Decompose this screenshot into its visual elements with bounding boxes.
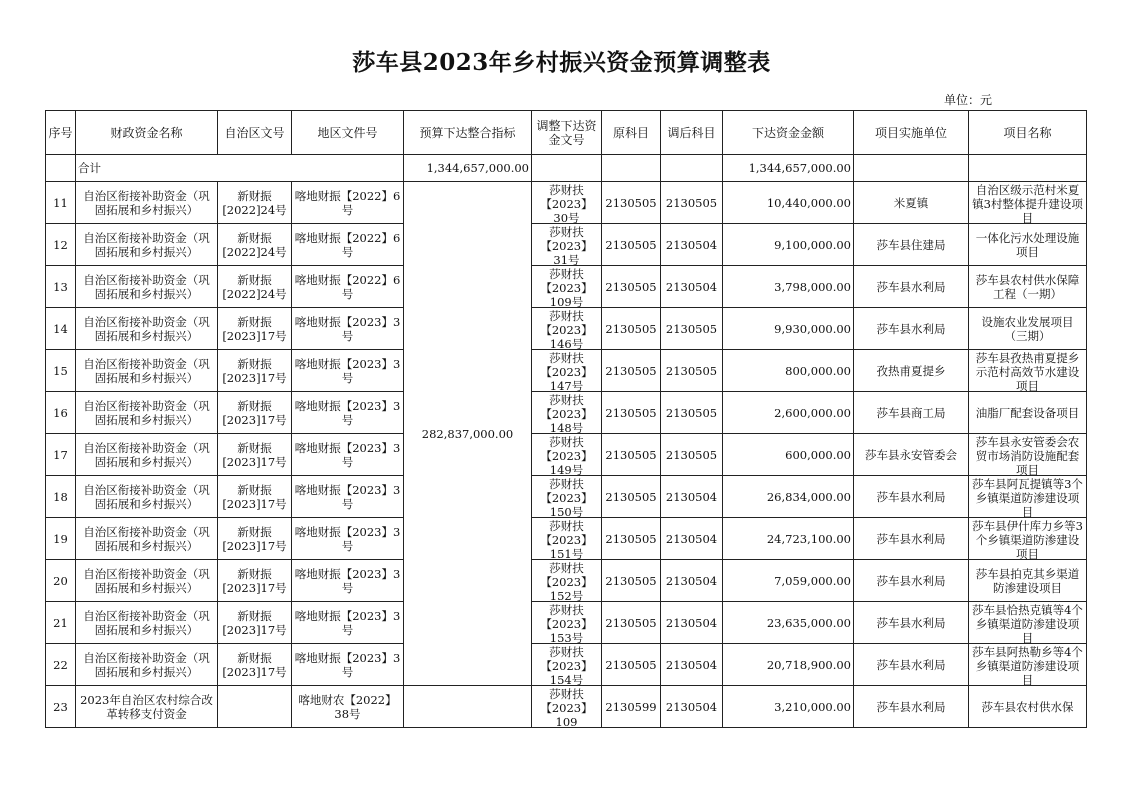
area-doc-number-text: 喀地财振【2023】3号 <box>294 608 401 637</box>
unit-label: 单位：元 <box>944 93 993 107</box>
adjusted-account <box>661 182 723 224</box>
area-doc-number-text: 喀地财振【2023】3号 <box>294 356 401 385</box>
table-row <box>46 182 1087 224</box>
table-row <box>46 686 1087 728</box>
header-cell: 调整下达资金文号 <box>532 111 602 155</box>
row-number-text: 20 <box>53 573 68 588</box>
region-doc-number <box>218 476 292 518</box>
row-number <box>46 434 76 476</box>
original-account <box>602 350 661 392</box>
project-name-text: 自治区级示范村米夏镇3村整体提升建设项目 <box>972 182 1083 223</box>
adjust-doc-number-text: 莎财扶【2023】109号 <box>540 266 593 307</box>
area-doc-number-text: 喀地财振【2023】3号 <box>294 314 401 343</box>
table-row <box>46 350 1087 392</box>
area-doc-number <box>292 560 404 602</box>
area-doc-number <box>292 224 404 266</box>
original-account <box>602 686 661 728</box>
implementing-unit <box>854 266 969 308</box>
allocated-amount-text: 9,930,000.00 <box>774 321 851 336</box>
header-cell: 调后科目 <box>661 111 723 155</box>
allocated-amount <box>723 308 854 350</box>
allocated-amount-text: 7,059,000.00 <box>774 573 851 588</box>
fund-name-text: 自治区衔接补助资金（巩固拓展和乡村振兴） <box>83 482 210 511</box>
header-cell: 地区文件号 <box>292 111 404 155</box>
original-account-text: 2130505 <box>605 657 657 672</box>
adjust-doc-number <box>532 266 602 308</box>
table-row <box>46 224 1087 266</box>
row-number <box>46 266 76 308</box>
area-doc-number-text: 喀地财振【2023】3号 <box>294 524 401 553</box>
row-number-text: 14 <box>53 321 68 336</box>
original-account-text: 2130505 <box>605 489 657 504</box>
original-account <box>602 182 661 224</box>
project-name <box>969 350 1087 392</box>
row-number-text: 12 <box>53 237 68 252</box>
original-account <box>602 434 661 476</box>
allocated-amount <box>723 476 854 518</box>
allocated-amount-text: 3,798,000.00 <box>774 279 851 294</box>
original-account <box>602 518 661 560</box>
row-number <box>46 644 76 686</box>
fund-name <box>76 434 218 476</box>
total-budget: 1,344,657,000.00 <box>404 155 532 182</box>
area-doc-number-text: 喀地财振【2023】3号 <box>294 398 401 427</box>
original-account-text: 2130505 <box>605 363 657 378</box>
fund-name <box>76 182 218 224</box>
area-doc-number-text: 喀地财振【2023】3号 <box>294 440 401 469</box>
adjust-doc-number-text: 莎财扶【2023】153号 <box>540 602 593 643</box>
project-name <box>969 476 1087 518</box>
adjusted-account <box>661 224 723 266</box>
area-doc-number-text: 喀地财振【2022】6号 <box>294 272 401 301</box>
table-row <box>46 308 1087 350</box>
fund-name-text: 自治区衔接补助资金（巩固拓展和乡村振兴） <box>83 188 210 217</box>
original-account <box>602 266 661 308</box>
adjusted-account-text: 2130505 <box>665 405 718 420</box>
adjust-doc-number <box>532 602 602 644</box>
implementing-unit-text: 莎车县住建局 <box>876 237 946 252</box>
adjust-doc-number-text: 莎财扶【2023】31号 <box>540 224 593 265</box>
row-number <box>46 224 76 266</box>
allocated-amount <box>723 686 854 728</box>
empty-cell <box>404 686 532 728</box>
row-number-text: 23 <box>53 699 68 714</box>
adjust-doc-number-text: 莎财扶【2023】148号 <box>540 392 593 433</box>
implementing-unit <box>854 602 969 644</box>
fund-name <box>76 686 218 728</box>
implementing-unit-text: 莎车县水利局 <box>876 489 946 504</box>
original-account <box>602 476 661 518</box>
original-account-text: 2130599 <box>605 699 657 714</box>
project-name <box>969 392 1087 434</box>
project-name <box>969 434 1087 476</box>
original-account-text: 2130505 <box>605 405 657 420</box>
area-doc-number <box>292 350 404 392</box>
region-doc-number <box>218 182 292 224</box>
adjust-doc-number-text: 莎财扶【2023】146号 <box>540 308 593 349</box>
allocated-amount <box>723 224 854 266</box>
row-number-text: 13 <box>53 279 68 294</box>
adjusted-account <box>661 602 723 644</box>
row-number <box>46 686 76 728</box>
implementing-unit <box>854 182 969 224</box>
fund-name-text: 自治区衔接补助资金（巩固拓展和乡村振兴） <box>83 356 210 385</box>
allocated-amount-text: 10,440,000.00 <box>766 195 851 210</box>
region-doc-number <box>218 224 292 266</box>
implementing-unit-text: 莎车县水利局 <box>876 279 946 294</box>
adjusted-account-text: 2130504 <box>665 573 718 588</box>
implementing-unit <box>854 224 969 266</box>
original-account-text: 2130505 <box>605 195 657 210</box>
row-number <box>46 182 76 224</box>
original-account <box>602 602 661 644</box>
row-number <box>46 308 76 350</box>
allocated-amount <box>723 644 854 686</box>
adjusted-account <box>661 518 723 560</box>
allocated-amount-text: 2,600,000.00 <box>774 405 851 420</box>
header-row <box>46 111 1087 155</box>
implementing-unit-text: 莎车县水利局 <box>876 699 946 714</box>
project-name-text: 莎车县阿热勒乡等4个乡镇渠道防渗建设项目 <box>972 644 1083 685</box>
allocated-amount-text: 23,635,000.00 <box>766 615 851 630</box>
adjust-doc-number-text: 莎财扶【2023】150号 <box>540 476 593 517</box>
allocated-amount-text: 24,723,100.00 <box>766 531 851 546</box>
area-doc-number <box>292 308 404 350</box>
row-number <box>46 392 76 434</box>
original-account <box>602 560 661 602</box>
original-account-text: 2130505 <box>605 531 657 546</box>
adjust-doc-number <box>532 224 602 266</box>
adjust-doc-number <box>532 686 602 728</box>
region-doc-number <box>218 602 292 644</box>
allocated-amount <box>723 266 854 308</box>
region-doc-number <box>218 518 292 560</box>
row-number-text: 15 <box>53 363 68 378</box>
adjusted-account <box>661 266 723 308</box>
original-account-text: 2130505 <box>605 279 657 294</box>
fund-name <box>76 602 218 644</box>
row-number-text: 21 <box>53 615 68 630</box>
header-cell: 下达资金金额 <box>723 111 854 155</box>
region-doc-number <box>218 308 292 350</box>
implementing-unit-text: 孜热甫夏提乡 <box>876 363 946 378</box>
fund-name-text: 自治区衔接补助资金（巩固拓展和乡村振兴） <box>83 314 210 343</box>
row-number <box>46 602 76 644</box>
original-account-text: 2130505 <box>605 237 657 252</box>
original-account-text: 2130505 <box>605 321 657 336</box>
allocated-amount-text: 800,000.00 <box>785 363 851 378</box>
project-name <box>969 182 1087 224</box>
project-name-text: 莎车县孜热甫夏提乡示范村高效节水建设项目 <box>975 350 1080 391</box>
adjusted-account-text: 2130504 <box>665 615 718 630</box>
fund-name <box>76 476 218 518</box>
implementing-unit-text: 莎车县水利局 <box>876 615 946 630</box>
adjusted-account-text: 2130505 <box>665 321 718 336</box>
region-doc-number-text: 新财振[2023]17号 <box>222 314 287 343</box>
region-doc-number-text: 新财振[2022]24号 <box>222 230 287 259</box>
row-number-text: 17 <box>53 447 68 462</box>
area-doc-number <box>292 266 404 308</box>
adjust-doc-number <box>532 392 602 434</box>
adjust-doc-number <box>532 308 602 350</box>
fund-name <box>76 392 218 434</box>
adjust-doc-number-text: 莎财扶【2023】151号 <box>540 518 593 559</box>
adjust-doc-number-text: 莎财扶【2023】152号 <box>540 560 593 601</box>
row-number-text: 11 <box>53 195 68 210</box>
adjusted-account <box>661 644 723 686</box>
fund-name-text: 自治区衔接补助资金（巩固拓展和乡村振兴） <box>83 272 210 301</box>
implementing-unit-text: 米夏镇 <box>893 195 929 210</box>
allocated-amount <box>723 350 854 392</box>
project-name-text: 莎车县阿瓦提镇等3个乡镇渠道防渗建设项目 <box>972 476 1083 517</box>
header-cell: 项目实施单位 <box>854 111 969 155</box>
adjusted-account-text: 2130504 <box>665 699 718 714</box>
fund-name <box>76 266 218 308</box>
implementing-unit <box>854 560 969 602</box>
region-doc-number-text: 新财振[2023]17号 <box>222 650 287 679</box>
implementing-unit-text: 莎车县水利局 <box>876 657 946 672</box>
adjusted-account-text: 2130504 <box>665 531 718 546</box>
adjusted-account <box>661 308 723 350</box>
area-doc-number <box>292 602 404 644</box>
area-doc-number-text: 喀地财振【2023】3号 <box>294 650 401 679</box>
budget-table <box>45 110 1087 728</box>
area-doc-number <box>292 392 404 434</box>
project-name <box>969 644 1087 686</box>
table-row <box>46 644 1087 686</box>
project-name <box>969 518 1087 560</box>
region-doc-number <box>218 434 292 476</box>
adjusted-account-text: 2130505 <box>665 195 718 210</box>
adjust-doc-number <box>532 434 602 476</box>
area-doc-number <box>292 686 404 728</box>
row-number <box>46 350 76 392</box>
area-doc-number <box>292 476 404 518</box>
allocated-amount-text: 600,000.00 <box>785 447 851 462</box>
table-row <box>46 602 1087 644</box>
implementing-unit <box>854 518 969 560</box>
original-account <box>602 392 661 434</box>
fund-name-text: 自治区衔接补助资金（巩固拓展和乡村振兴） <box>83 608 210 637</box>
fund-name-text: 自治区衔接补助资金（巩固拓展和乡村振兴） <box>83 230 210 259</box>
project-name-text: 莎车县恰热克镇等4个乡镇渠道防渗建设项目 <box>972 602 1083 643</box>
original-account <box>602 224 661 266</box>
adjusted-account <box>661 560 723 602</box>
fund-name <box>76 224 218 266</box>
table-row <box>46 266 1087 308</box>
allocated-amount-text: 26,834,000.00 <box>766 489 851 504</box>
region-doc-number <box>218 644 292 686</box>
allocated-amount <box>723 602 854 644</box>
fund-name-text: 自治区衔接补助资金（巩固拓展和乡村振兴） <box>83 524 210 553</box>
project-name-text: 莎车县农村供水保障工程（一期） <box>975 272 1080 301</box>
adjusted-account <box>661 686 723 728</box>
region-doc-number-text: 新财振[2023]17号 <box>222 524 287 553</box>
fund-name-text: 自治区衔接补助资金（巩固拓展和乡村振兴） <box>83 398 210 427</box>
region-doc-number-text: 新财振[2023]17号 <box>222 566 287 595</box>
row-number-text: 18 <box>53 489 68 504</box>
adjusted-account-text: 2130504 <box>665 279 718 294</box>
fund-name-text: 2023年自治区农村综合改革转移支付资金 <box>80 692 213 721</box>
row-number-text: 22 <box>53 657 68 672</box>
allocated-amount <box>723 392 854 434</box>
project-name-text: 莎车县农村供水保 <box>981 699 1074 714</box>
area-doc-number <box>292 434 404 476</box>
fund-name <box>76 560 218 602</box>
fund-name <box>76 350 218 392</box>
project-name-text: 莎车县永安管委会农贸市场消防设施配套项目 <box>975 434 1080 475</box>
original-account <box>602 644 661 686</box>
row-number-text: 19 <box>53 531 68 546</box>
project-name <box>969 308 1087 350</box>
table-row <box>46 560 1087 602</box>
fund-name-text: 自治区衔接补助资金（巩固拓展和乡村振兴） <box>83 566 210 595</box>
allocated-amount <box>723 560 854 602</box>
area-doc-number <box>292 644 404 686</box>
project-name <box>969 224 1087 266</box>
implementing-unit <box>854 350 969 392</box>
header-cell: 项目名称 <box>969 111 1087 155</box>
allocated-amount-text: 20,718,900.00 <box>766 657 851 672</box>
row-number <box>46 518 76 560</box>
area-doc-number-text: 喀地财振【2022】6号 <box>294 230 401 259</box>
adjust-doc-number <box>532 350 602 392</box>
project-name-text: 设施农业发展项目（三期） <box>981 314 1074 343</box>
merged-budget-cell: 282,837,000.00 <box>404 182 532 686</box>
adjust-doc-number-text: 莎财扶【2023】149号 <box>540 434 593 475</box>
project-name <box>969 686 1087 728</box>
region-doc-number <box>218 392 292 434</box>
area-doc-number <box>292 182 404 224</box>
adjust-doc-number <box>532 182 602 224</box>
adjusted-account-text: 2130504 <box>665 489 718 504</box>
area-doc-number-text: 喀地财振【2023】3号 <box>294 566 401 595</box>
region-doc-number-text: 新财振[2023]17号 <box>222 608 287 637</box>
fund-name-text: 自治区衔接补助资金（巩固拓展和乡村振兴） <box>83 650 210 679</box>
original-account-text: 2130505 <box>605 447 657 462</box>
allocated-amount-text: 9,100,000.00 <box>774 237 851 252</box>
fund-name <box>76 308 218 350</box>
implementing-unit-text: 莎车县水利局 <box>876 321 946 336</box>
fund-name <box>76 518 218 560</box>
adjust-doc-number <box>532 476 602 518</box>
row-number <box>46 560 76 602</box>
adjusted-account <box>661 476 723 518</box>
adjusted-account <box>661 350 723 392</box>
adjust-doc-number <box>532 518 602 560</box>
adjust-doc-number-text: 莎财扶【2023】154号 <box>540 644 593 685</box>
implementing-unit-text: 莎车县商工局 <box>876 405 946 420</box>
adjusted-account-text: 2130505 <box>665 363 718 378</box>
row-number-text: 16 <box>53 405 68 420</box>
region-doc-number-text: 新财振[2023]17号 <box>222 440 287 469</box>
total-row <box>46 155 1087 182</box>
implementing-unit <box>854 392 969 434</box>
implementing-unit-text: 莎车县永安管委会 <box>865 447 957 462</box>
implementing-unit <box>854 644 969 686</box>
row-number <box>46 476 76 518</box>
adjusted-account-text: 2130504 <box>665 657 718 672</box>
project-name <box>969 266 1087 308</box>
header-cell: 财政资金名称 <box>76 111 218 155</box>
region-doc-number-text: 新财振[2023]17号 <box>222 356 287 385</box>
fund-name-text: 自治区衔接补助资金（巩固拓展和乡村振兴） <box>83 440 210 469</box>
original-account <box>602 308 661 350</box>
total-amount: 1,344,657,000.00 <box>723 155 854 182</box>
project-name-text: 莎车县拍克其乡渠道防渗建设项目 <box>975 566 1080 595</box>
allocated-amount <box>723 434 854 476</box>
header-cell: 序号 <box>46 111 76 155</box>
table-row <box>46 476 1087 518</box>
adjust-doc-number-text: 莎财扶【2023】30号 <box>540 182 593 223</box>
allocated-amount <box>723 182 854 224</box>
area-doc-number-text: 喀地财农【2022】38号 <box>298 692 397 721</box>
project-name <box>969 560 1087 602</box>
project-name-text: 莎车县伊什库力乡等3个乡镇渠道防渗建设项目 <box>972 518 1083 559</box>
region-doc-number-text: 新财振[2023]17号 <box>222 398 287 427</box>
adjust-doc-number <box>532 644 602 686</box>
area-doc-number-text: 喀地财振【2022】6号 <box>294 188 401 217</box>
project-name-text: 油脂厂配套设备项目 <box>975 405 1080 420</box>
project-name-text: 一体化污水处理设施项目 <box>975 230 1080 259</box>
implementing-unit-text: 莎车县水利局 <box>876 573 946 588</box>
implementing-unit-text: 莎车县水利局 <box>876 531 946 546</box>
region-doc-number <box>218 686 292 728</box>
table-row <box>46 434 1087 476</box>
area-doc-number-text: 喀地财振【2023】3号 <box>294 482 401 511</box>
region-doc-number <box>218 350 292 392</box>
adjusted-account <box>661 434 723 476</box>
total-label: 合计 <box>76 155 404 182</box>
adjusted-account <box>661 392 723 434</box>
implementing-unit <box>854 434 969 476</box>
original-account-text: 2130505 <box>605 615 657 630</box>
table-row <box>46 518 1087 560</box>
region-doc-number <box>218 560 292 602</box>
header-cell: 自治区文号 <box>218 111 292 155</box>
header-cell: 预算下达整合指标 <box>404 111 532 155</box>
region-doc-number-text: 新财振[2022]24号 <box>222 188 287 217</box>
allocated-amount-text: 3,210,000.00 <box>774 699 851 714</box>
adjust-doc-number <box>532 560 602 602</box>
area-doc-number <box>292 518 404 560</box>
implementing-unit <box>854 476 969 518</box>
adjust-doc-number-text: 莎财扶【2023】109 <box>540 686 593 727</box>
implementing-unit <box>854 686 969 728</box>
project-name <box>969 602 1087 644</box>
region-doc-number-text: 新财振[2022]24号 <box>222 272 287 301</box>
header-cell: 原科目 <box>602 111 661 155</box>
region-doc-number-text: 新财振[2023]17号 <box>222 482 287 511</box>
original-account-text: 2130505 <box>605 573 657 588</box>
allocated-amount <box>723 518 854 560</box>
adjusted-account-text: 2130504 <box>665 237 718 252</box>
implementing-unit <box>854 308 969 350</box>
adjust-doc-number-text: 莎财扶【2023】147号 <box>540 350 593 391</box>
fund-name <box>76 644 218 686</box>
table-row <box>46 392 1087 434</box>
adjusted-account-text: 2130505 <box>665 447 718 462</box>
region-doc-number <box>218 266 292 308</box>
page-title: 莎车县2023年乡村振兴资金预算调整表 <box>352 49 771 76</box>
